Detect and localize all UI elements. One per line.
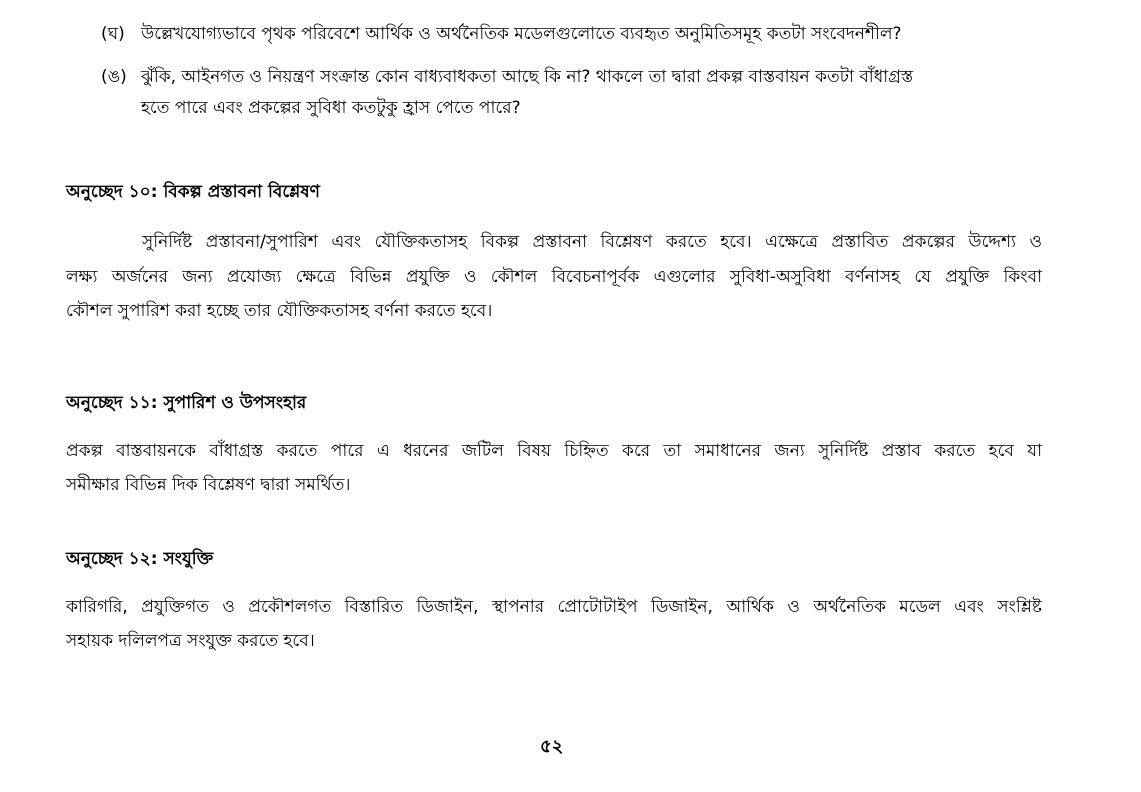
section-11-heading: অনুচ্ছেদ ১১: সুপারিশ ও উপসংহার: [66, 393, 307, 413]
section-10-line-2: লক্ষ্য অর্জনের জন্য প্রযোজ্য ক্ষেত্রে বিভিন্ন প্রযুক্তি ও কৌশল বিবেচনাপূর্বক এগুলোর সুবিধা-অসুবিধা বর্ণনাসহ যে প্রযুক্তি কিংবা: [66, 267, 1042, 287]
page-number: ৫২: [540, 736, 564, 757]
section-10-heading: অনুচ্ছেদ ১০: বিকল্প প্রস্তাবনা বিশ্লেষণ: [66, 182, 320, 202]
section-11-line-1: প্রকল্প বাস্তবায়নকে বাঁধাগ্রস্ত করতে পারে এ ধরনের জটিল বিষয় চিহ্নিত করে তা সমাধানের জন্য সুনির্দিষ্ট প্রস্তাব করতে হবে যা: [66, 441, 1042, 461]
section-10-line-1: সুনির্দিষ্ট প্রস্তাবনা/সুপারিশ এবং যৌক্তিকতাসহ বিকল্প প্রস্তাবনা বিশ্লেষণ করতে হবে। এক্ষেত্রে প্রস্তাবিত প্রকল্পের উদ্দেশ্য ও: [142, 232, 1042, 252]
list-item-nga-line-1: ঝুঁকি, আইনগত ও নিয়ন্ত্রণ সংক্রান্ত কোন বাধ্যবাধকতা আছে কি না? থাকলে তা দ্বারা প্রকল্প বাস্তবায়ন কতটা বাঁধাগ্রস্ত: [141, 67, 914, 87]
list-marker-gha: (ঘ): [101, 24, 125, 44]
section-11-line-2: সমীক্ষার বিভিন্ন দিক বিশ্লেষণ দ্বারা সমর্থিত।: [66, 475, 351, 495]
list-item-gha-text: উল্লেখযোগ্যভাবে পৃথক পরিবেশে আর্থিক ও অর্থনৈতিক মডেলগুলোতে ব্যবহৃত অনুমিতিসমূহ কতটা সংবেদনশীল?: [141, 24, 902, 44]
section-12-line-2: সহায়ক দলিলপত্র সংযুক্ত করতে হবে।: [66, 631, 315, 651]
section-12-line-1: কারিগরি, প্রযুক্তিগত ও প্রকৌশলগত বিস্তারিত ডিজাইন, স্থাপনার প্রোটোটাইপ ডিজাইন, আর্থিক ও অর্থনৈতিক মডেল এবং সংশ্লিষ্ট: [66, 597, 1042, 617]
list-item-nga-line-2: হতে পারে এবং প্রকল্পের সুবিধা কতটুকু হ্রাস পেতে পারে?: [141, 98, 521, 118]
section-10-line-3: কৌশল সুপারিশ করা হচ্ছে তার যৌক্তিকতাসহ বর্ণনা করতে হবে।: [66, 301, 493, 321]
section-12-heading: অনুচ্ছেদ ১২: সংযুক্তি: [66, 549, 214, 569]
list-marker-nga: (ঙ): [101, 67, 127, 87]
